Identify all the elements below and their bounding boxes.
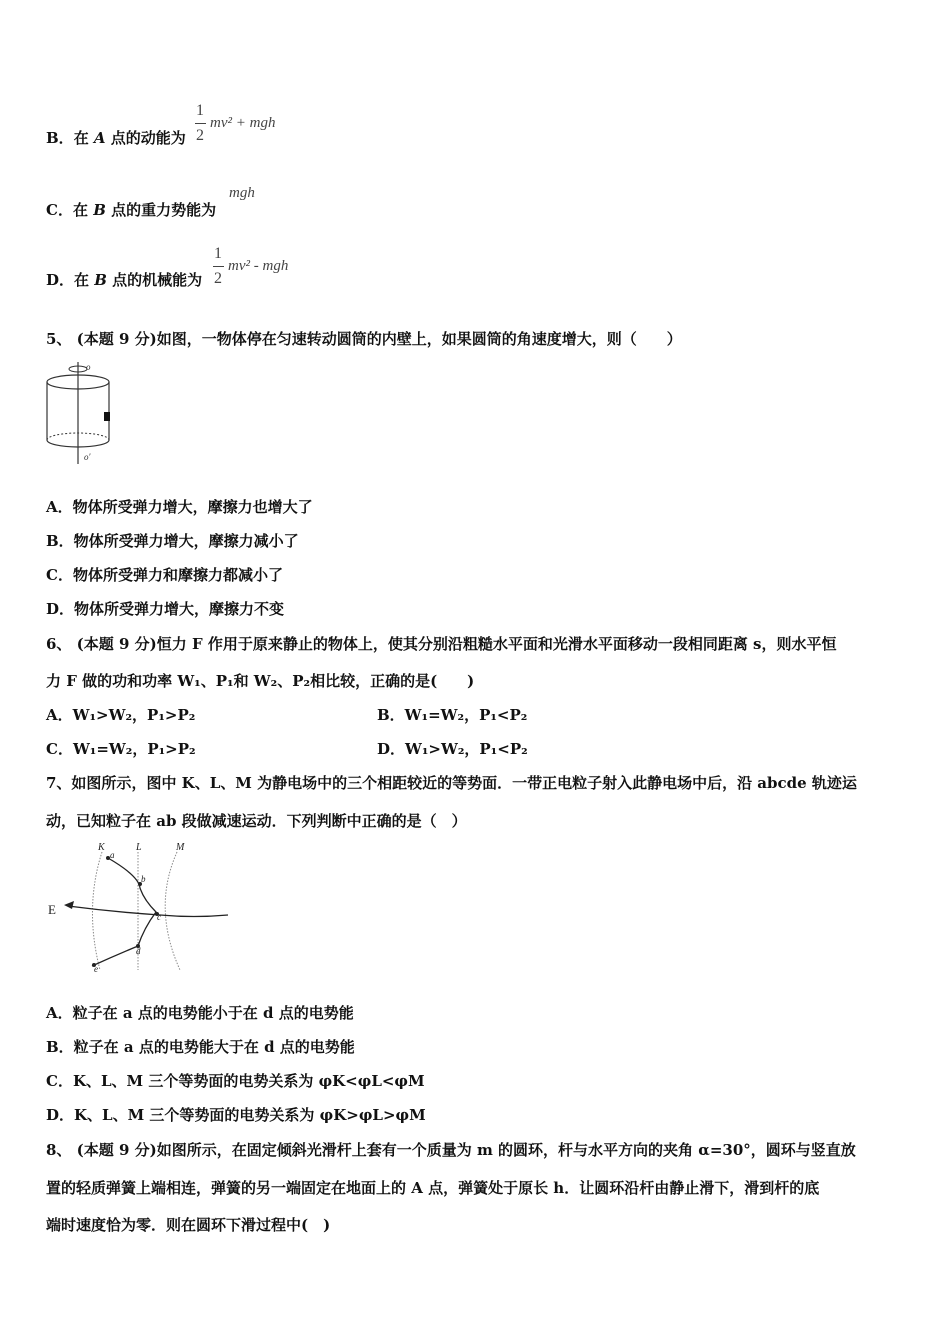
- q7-label-d: d: [136, 946, 141, 956]
- q7-label-L: L: [136, 842, 142, 853]
- q5-option-b[interactable]: B．物体所受弹力增大，摩擦力减小了: [46, 532, 299, 550]
- q7-stem-line2: 动，已知粒子在 ab 段做减速运动．下列判断中正确的是（ ）: [46, 812, 467, 830]
- q8-stem-line3: 端时速度恰为零．则在圆环下滑过程中( ): [46, 1216, 331, 1234]
- q4b-frac-den: 2: [196, 127, 204, 144]
- q5-stem: 5、 (本题 9 分)如图，一物体停在匀速转动圆筒的内壁上，如果圆筒的角速度增大，则（ ）: [46, 330, 682, 348]
- q4d-frac-bar: [213, 266, 224, 267]
- q6-option-d[interactable]: D．W₁>W₂，P₁<P₂: [377, 740, 528, 758]
- q7-label-M: M: [176, 842, 185, 853]
- q5-fig-label-o: o: [86, 362, 91, 372]
- q8-stem-line2: 置的轻质弹簧上端相连，弹簧的另一端固定在地面上的 A 点，弹簧处于原长 h．让圆环沿杆由静止滑下，滑到杆的底: [46, 1179, 820, 1197]
- q7-label-e: e: [94, 964, 98, 974]
- q4-option-b[interactable]: B．在 A 点的动能为: [46, 129, 186, 147]
- q7-label-E: E: [48, 902, 56, 917]
- q7-label-K: K: [98, 842, 105, 853]
- q4b-frac-bar: [195, 123, 206, 124]
- q7-option-a[interactable]: A．粒子在 a 点的电势能小于在 d 点的电势能: [46, 1004, 354, 1022]
- q4b-frac-num: 1: [196, 102, 204, 119]
- q4d-frac-den: 2: [214, 270, 222, 287]
- q7-option-c[interactable]: C．K、L、M 三个等势面的电势关系为 φK<φL<φM: [46, 1072, 425, 1090]
- q7-label-a: a: [110, 850, 115, 860]
- q7-option-b[interactable]: B．粒子在 a 点的电势能大于在 d 点的电势能: [46, 1038, 355, 1056]
- q7-stem-line1: 7、如图所示，图中 K、L、M 为静电场中的三个相距较近的等势面．一带正电粒子射入此静电场中后，沿 abcde 轨迹运: [46, 774, 857, 792]
- q5-option-d[interactable]: D．物体所受弹力增大，摩擦力不变: [46, 600, 285, 618]
- q7-option-d[interactable]: D．K、L、M 三个等势面的电势关系为 φK>φL>φM: [46, 1106, 426, 1124]
- q4b-formula: mv² + mgh: [210, 115, 276, 131]
- q8-stem-line1: 8、 (本题 9 分)如图所示，在固定倾斜光滑杆上套有一个质量为 m 的圆环，杆与水平方向的夹角 α=30°，圆环与竖直放: [46, 1141, 856, 1159]
- q6-stem-line2: 力 F 做的功和功率 W₁、P₁和 W₂、P₂相比较，正确的是( ): [46, 672, 475, 690]
- q4-option-d[interactable]: D．在 B 点的机械能为: [46, 271, 203, 289]
- q7-equipotential-figure: [44, 838, 234, 978]
- q6-stem-line1: 6、 (本题 9 分)恒力 F 作用于原来静止的物体上，使其分别沿粗糙水平面和光滑水平面移动一段相同距离 s，则水平恒: [46, 635, 837, 653]
- q5-option-c[interactable]: C．物体所受弹力和摩擦力都减小了: [46, 566, 283, 584]
- q6-option-a[interactable]: A．W₁>W₂，P₁>P₂: [46, 706, 196, 724]
- q4d-formula: mv² - mgh: [228, 258, 289, 274]
- q7-label-c: c: [157, 912, 161, 922]
- q5-cylinder-figure: [44, 360, 118, 468]
- q6-option-b[interactable]: B．W₁=W₂，P₁<P₂: [377, 706, 528, 724]
- q5-option-a[interactable]: A．物体所受弹力增大，摩擦力也增大了: [46, 498, 313, 516]
- q4d-frac-num: 1: [214, 245, 222, 262]
- q5-fig-label-o-prime: o′: [84, 452, 91, 462]
- q6-option-c[interactable]: C．W₁=W₂，P₁>P₂: [46, 740, 196, 758]
- q7-label-b: b: [141, 874, 146, 884]
- q4c-formula: mgh: [229, 185, 255, 201]
- q4-option-c[interactable]: C．在 B 点的重力势能为: [46, 201, 217, 219]
